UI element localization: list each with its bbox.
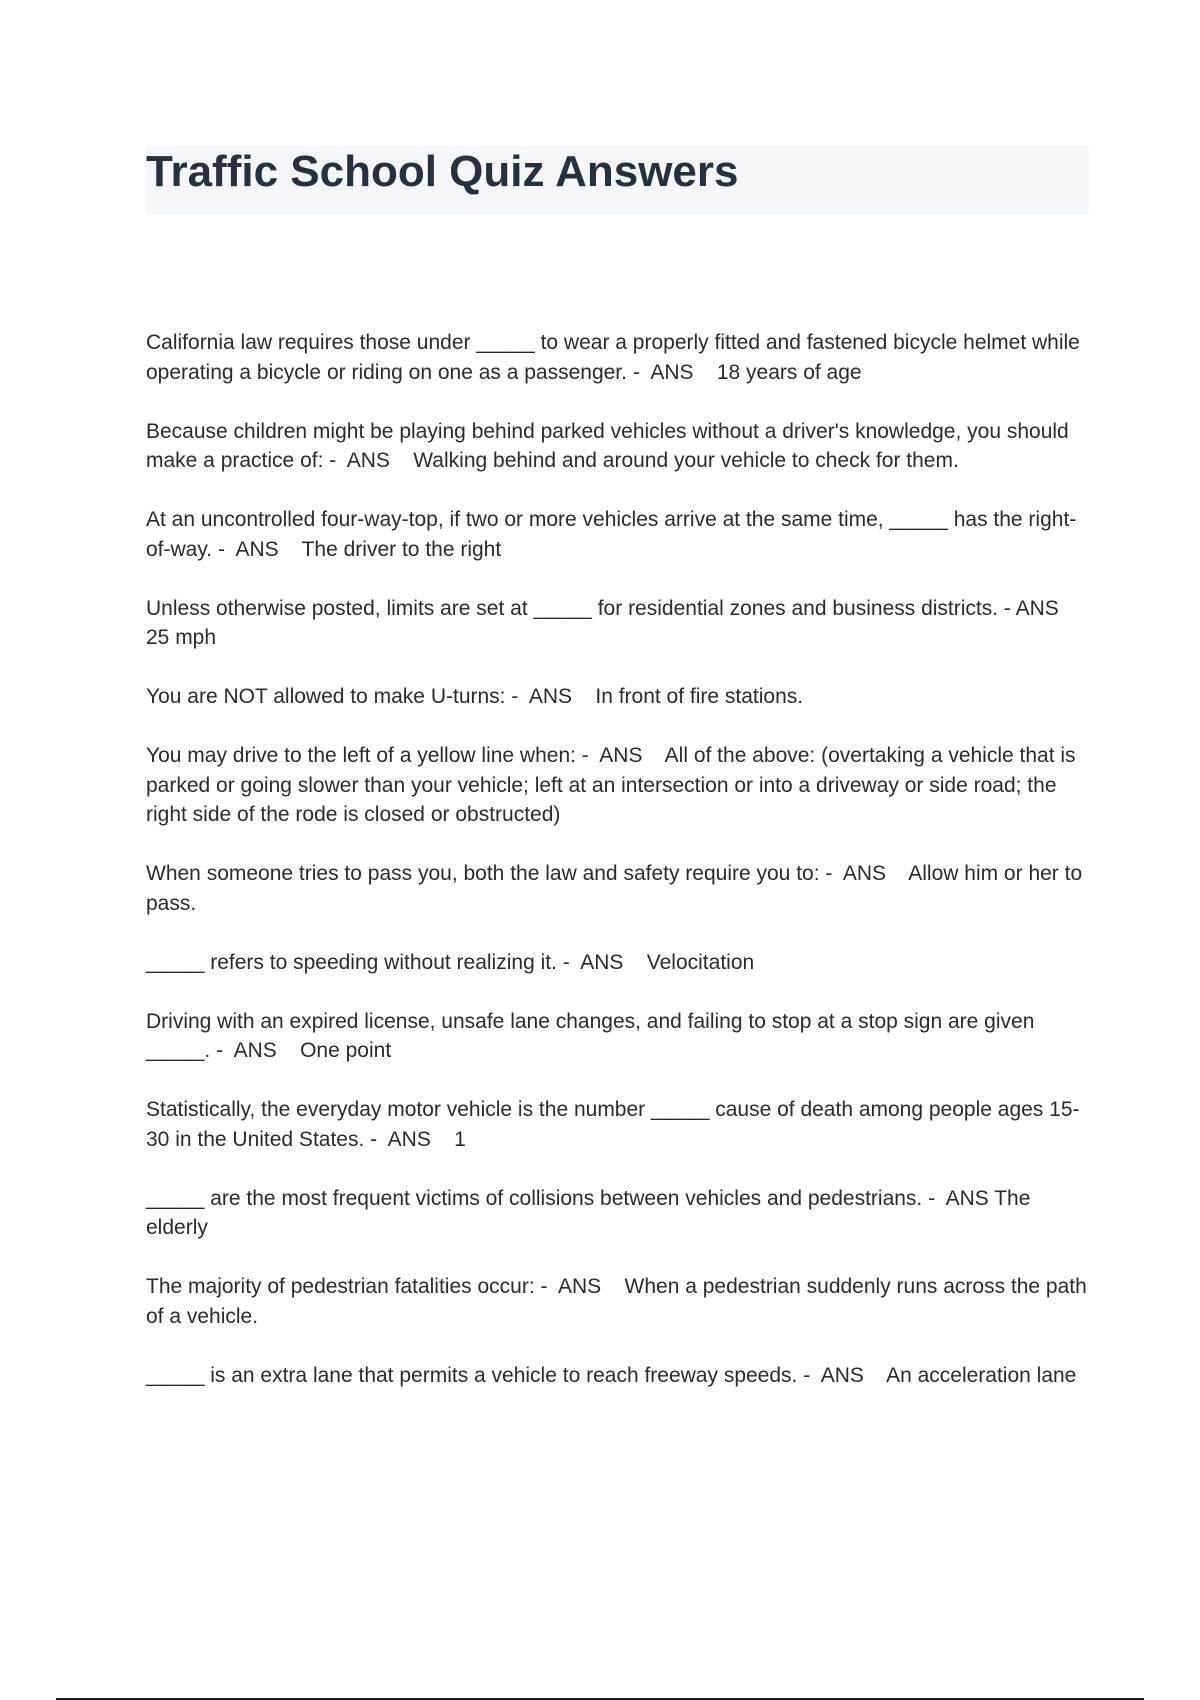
qa-item: _____ are the most frequent victims of collisions between vehicles and pedestrians. - ANS The elderly <box>146 1186 1037 1239</box>
qa-item: Unless otherwise posted, limits are set at _____ for residential zones and business districts. - ANS 25 mph <box>146 596 1083 649</box>
qa-item: _____ refers to speeding without realizing it. - ANS Velocitation <box>146 950 755 974</box>
qa-item: Because children might be playing behind parked vehicles without a driver's knowledge, you should make a practice of: - ANS Walking behind and around your vehicle to check for them. <box>146 419 1075 472</box>
qa-item: The majority of pedestrian fatalities occur: - ANS When a pedestrian suddenly runs across the path of a vehicle. <box>146 1275 1093 1328</box>
qa-list <box>146 328 1092 1420</box>
qa-item: Statistically, the everyday motor vehicle is the number _____ cause of death among people ages 15-30 in the United States. - ANS 1 <box>146 1098 1080 1151</box>
qa-item: At an uncontrolled four-way-top, if two or more vehicles arrive at the same time, _____ has the right-of-way. - ANS The driver to the right <box>146 508 1077 561</box>
qa-item: _____ is an extra lane that permits a vehicle to reach freeway speeds. - ANS An acceleration lane <box>146 1363 1077 1387</box>
page-title: Traffic School Quiz Answers <box>146 147 739 196</box>
qa-item: When someone tries to pass you, both the law and safety require you to: - ANS Allow him or her to pass. <box>146 862 1088 915</box>
qa-item: California law requires those under _____ to wear a properly fitted and fastened bicycle helmet while operating a bicycle or riding on one as a passenger. - ANS 18 years of age <box>146 331 1086 384</box>
qa-item: You are NOT allowed to make U-turns: - ANS In front of fire stations. <box>146 685 804 708</box>
qa-item: You may drive to the left of a yellow line when: - ANS All of the above: (overtaking a vehicle that is parked or going slower than your vehicle; left at an intersection or into a driveway or side road; the right side of the rode is closed or obstructed) <box>146 744 1082 826</box>
qa-item: Driving with an expired license, unsafe lane changes, and failing to stop at a stop sign are given _____. - ANS One point <box>146 1009 1041 1062</box>
